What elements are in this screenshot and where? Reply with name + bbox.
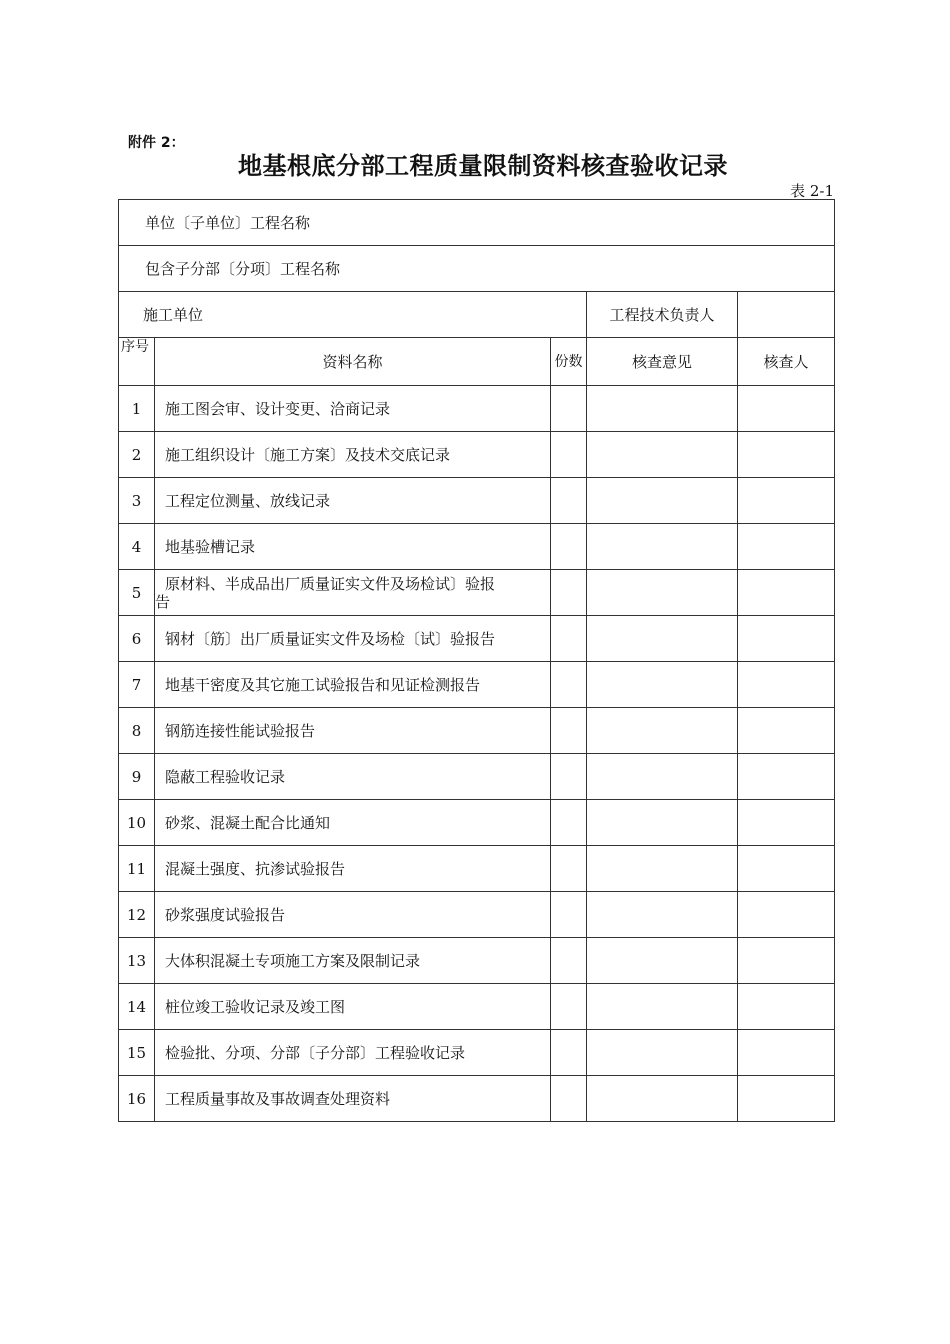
checker-header: 核查人 [738, 338, 835, 386]
table-row [119, 984, 835, 1030]
opinion-cell[interactable] [587, 846, 738, 892]
opinion-cell[interactable] [587, 1030, 738, 1076]
checker-cell[interactable] [738, 432, 835, 478]
copies-cell[interactable] [551, 1076, 587, 1122]
copies-cell[interactable] [551, 892, 587, 938]
document-name: 地基验槽记录 [155, 524, 551, 570]
table-row [119, 524, 835, 570]
row-number: 13 [119, 938, 155, 984]
document-name: 钢筋连接性能试验报告 [155, 708, 551, 754]
document-name [155, 570, 551, 616]
checker-cell[interactable] [738, 616, 835, 662]
checker-cell[interactable] [738, 846, 835, 892]
opinion-cell[interactable] [587, 524, 738, 570]
copies-cell[interactable] [551, 1030, 587, 1076]
copies-header: 份数 [551, 338, 587, 386]
copies-cell[interactable] [551, 616, 587, 662]
contractor-row [119, 292, 835, 338]
tech-lead-value[interactable] [738, 292, 835, 338]
seq-header: 序号 [119, 338, 155, 386]
table-row [119, 800, 835, 846]
copies-cell[interactable] [551, 754, 587, 800]
copies-cell[interactable] [551, 800, 587, 846]
table-row [119, 938, 835, 984]
table-row [119, 662, 835, 708]
opinion-cell[interactable] [587, 708, 738, 754]
subpart-label: 包含子分部〔分项〕工程名称 [119, 246, 835, 292]
checker-cell[interactable] [738, 800, 835, 846]
opinion-cell[interactable] [587, 800, 738, 846]
contractor-label: 施工单位 [119, 292, 587, 338]
copies-cell[interactable] [551, 984, 587, 1030]
row-number: 12 [119, 892, 155, 938]
document-name: 隐蔽工程验收记录 [155, 754, 551, 800]
row-number: 2 [119, 432, 155, 478]
checker-cell[interactable] [738, 386, 835, 432]
opinion-header: 核查意见 [587, 338, 738, 386]
opinion-cell[interactable] [587, 478, 738, 524]
row-number: 5 [119, 570, 155, 616]
opinion-cell[interactable] [587, 616, 738, 662]
checker-cell[interactable] [738, 570, 835, 616]
opinion-cell[interactable] [587, 938, 738, 984]
row-number: 15 [119, 1030, 155, 1076]
unit-project-row [119, 200, 835, 246]
document-name: 工程质量事故及事故调查处理资料 [155, 1076, 551, 1122]
document-name: 施工图会审、设计变更、洽商记录 [155, 386, 551, 432]
opinion-cell[interactable] [587, 892, 738, 938]
checker-cell[interactable] [738, 478, 835, 524]
opinion-cell[interactable] [587, 1076, 738, 1122]
row-number: 6 [119, 616, 155, 662]
subpart-row [119, 246, 835, 292]
document-name: 砂浆、混凝土配合比通知 [155, 800, 551, 846]
table-row [119, 478, 835, 524]
inspection-table [118, 199, 835, 1122]
row-number: 11 [119, 846, 155, 892]
row-number: 10 [119, 800, 155, 846]
opinion-cell[interactable] [587, 386, 738, 432]
table-row [119, 1076, 835, 1122]
checker-cell[interactable] [738, 754, 835, 800]
copies-cell[interactable] [551, 708, 587, 754]
row-number: 4 [119, 524, 155, 570]
copies-cell[interactable] [551, 846, 587, 892]
opinion-cell[interactable] [587, 984, 738, 1030]
document-name: 地基干密度及其它施工试验报告和见证检测报告 [155, 662, 551, 708]
copies-cell[interactable] [551, 570, 587, 616]
checker-cell[interactable] [738, 1076, 835, 1122]
copies-cell[interactable] [551, 938, 587, 984]
row-number: 9 [119, 754, 155, 800]
checker-cell[interactable] [738, 524, 835, 570]
table-row [119, 570, 835, 616]
unit-project-label: 单位〔子单位〕工程名称 [119, 200, 835, 246]
opinion-cell[interactable] [587, 754, 738, 800]
document-name: 检验批、分项、分部〔子分部〕工程验收记录 [155, 1030, 551, 1076]
copies-cell[interactable] [551, 478, 587, 524]
column-header-row [119, 338, 835, 386]
row-number: 16 [119, 1076, 155, 1122]
checker-cell[interactable] [738, 938, 835, 984]
opinion-cell[interactable] [587, 432, 738, 478]
document-name: 工程定位测量、放线记录 [155, 478, 551, 524]
name-header: 资料名称 [155, 338, 551, 386]
table-row [119, 708, 835, 754]
document-name: 砂浆强度试验报告 [155, 892, 551, 938]
table-number: 表 2-1 [790, 182, 834, 200]
opinion-cell[interactable] [587, 570, 738, 616]
document-name-line1: 原材料、半成品出厂质量证实文件及场检试〕验报 [165, 574, 496, 593]
document-name: 钢材〔筋〕出厂质量证实文件及场检〔试〕验报告 [155, 616, 551, 662]
row-number: 1 [119, 386, 155, 432]
document-name-line2: 告 [155, 592, 171, 611]
copies-cell[interactable] [551, 386, 587, 432]
row-number: 14 [119, 984, 155, 1030]
table-row [119, 616, 835, 662]
tech-lead-label: 工程技术负责人 [587, 292, 738, 338]
copies-cell[interactable] [551, 432, 587, 478]
document-name: 大体积混凝土专项施工方案及限制记录 [155, 938, 551, 984]
checker-cell[interactable] [738, 984, 835, 1030]
table-row [119, 754, 835, 800]
attachment-label: 附件 2： [128, 135, 185, 151]
document-name: 施工组织设计〔施工方案〕及技术交底记录 [155, 432, 551, 478]
checker-cell[interactable] [738, 708, 835, 754]
table-row [119, 892, 835, 938]
checker-cell[interactable] [738, 662, 835, 708]
page-title: 地基根底分部工程质量限制资料核查验收记录 [238, 152, 728, 180]
table-row [119, 846, 835, 892]
row-number: 8 [119, 708, 155, 754]
copies-cell[interactable] [551, 524, 587, 570]
table-row [119, 386, 835, 432]
checker-cell[interactable] [738, 1030, 835, 1076]
copies-cell[interactable] [551, 662, 587, 708]
row-number: 7 [119, 662, 155, 708]
checker-cell[interactable] [738, 892, 835, 938]
row-number: 3 [119, 478, 155, 524]
document-name: 混凝土强度、抗渗试验报告 [155, 846, 551, 892]
table-row [119, 1030, 835, 1076]
opinion-cell[interactable] [587, 662, 738, 708]
table-row [119, 432, 835, 478]
document-name: 桩位竣工验收记录及竣工图 [155, 984, 551, 1030]
